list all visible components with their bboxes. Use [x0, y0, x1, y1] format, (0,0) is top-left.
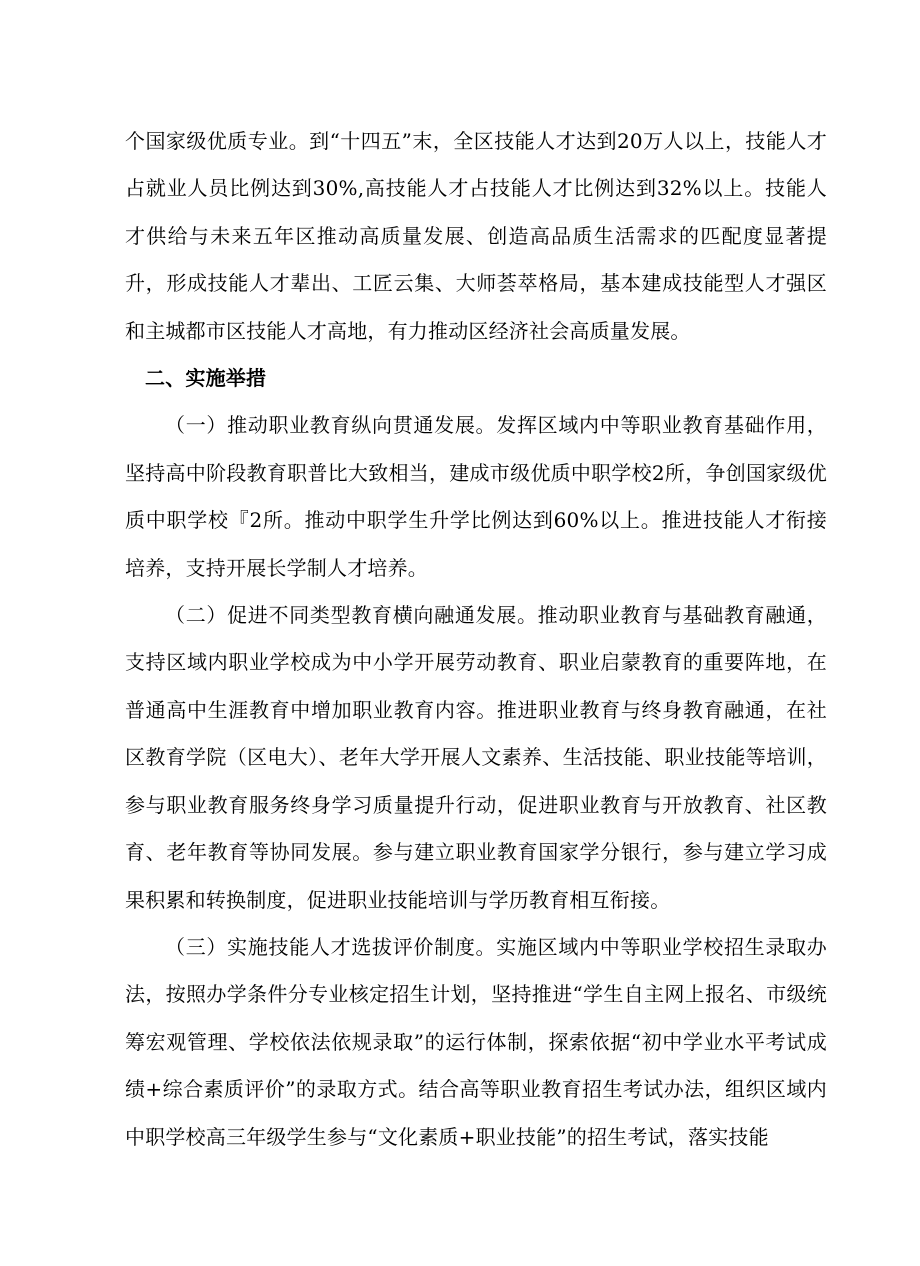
paragraph-goals-continued: 个国家级优质专业。到“十四五”末，全区技能人才达到20万人以上，技能人才占就业人员比例达到30%,高技能人才占技能人才比例达到32%以上。技能人才供给与未来五年区推动高质量发展、创造高品质生活需求的匹配度显著提升，形成技能人才辈出、工匠云集、大师荟萃格局，基本建成技能型人才强区和主城都市区技能人才高地，有力推动区经济社会高质量发展。: [125, 129, 827, 343]
paragraph-vertical-integration: （一）推动职业教育纵向贯通发展。发挥区域内中等职业教育基础作用，坚持高中阶段教育职普比大致相当，建成市级优质中职学校2所，争创国家级优质中职学校『2所。推动中职学生升学比例达到60%以上。推进技能人才衔接培养，支持开展长学制人才培养。: [125, 413, 827, 580]
paragraph-horizontal-integration: （二）促进不同类型教育横向融通发展。推动职业教育与基础教育融通，支持区域内职业学校成为中小学开展劳动教育、职业启蒙教育的重要阵地，在普通高中生涯教育中增加职业教育内容。推进职业教育与终身教育融通，在社区教育学院（区电大）、老年大学开展人文素养、生活技能、职业技能等培训，参与职业教育服务终身学习质量提升行动，促进职业教育与开放教育、社区教育、老年教育等协同发展。参与建立职业教育国家学分银行，参与建立学习成果积累和转换制度，促进职业技能培训与学历教育相互衔接。: [125, 603, 827, 912]
document-body: [125, 118, 827, 1161]
section-heading: 二、实施举措: [145, 366, 267, 391]
paragraph-selection-evaluation: （三）实施技能人才选拔评价制度。实施区域内中等职业学校招生录取办法，按照办学条件分专业核定招生计划，坚持推进“学生自主网上报名、市级统筹宏观管理、学校依法依规录取”的运行体制，探索依据“初中学业水平考试成绩+综合素质评价”的录取方式。结合高等职业教育招生考试办法，组织区域内中职学校高三年级学生参与“文化素质+职业技能”的招生考试，落实技能: [125, 934, 827, 1149]
